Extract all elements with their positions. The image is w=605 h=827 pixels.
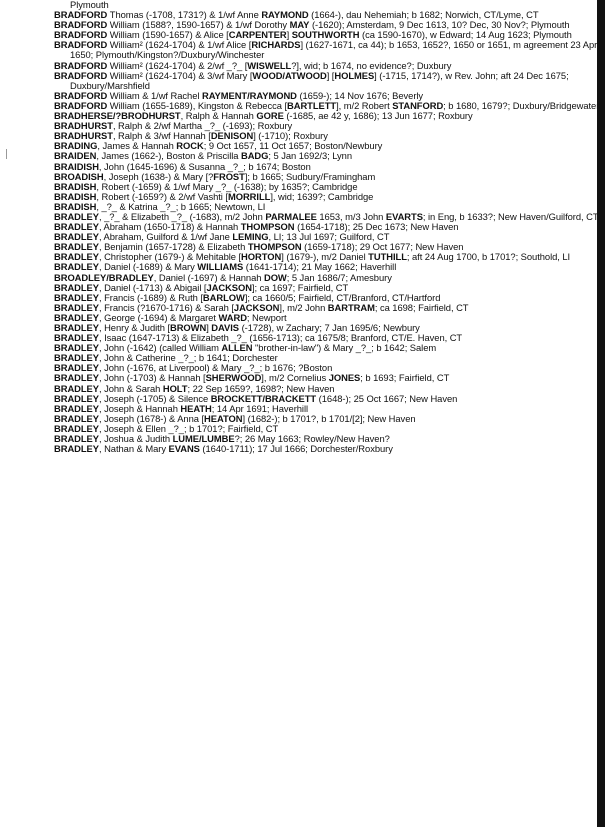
entry-text: , John (-1676, at Liverpool) & Mary _?_; b 1676; ?Boston	[98, 362, 333, 374]
surname: WILLIAMS	[197, 261, 244, 273]
surname: WARD	[218, 311, 247, 323]
entry-text: ], wid; 1639?; Cambridge	[270, 190, 374, 202]
surname: BARTLETT	[287, 99, 337, 111]
entry-text: (1659-); 14 Nov 1676; Beverly	[296, 89, 424, 101]
surname: HEATON	[204, 412, 243, 424]
entry-text: , John & Sarah	[98, 382, 163, 394]
surname: MAY	[289, 19, 310, 31]
entry-text: "brother-in-law") & Mary _?_; b 1642; Salem	[252, 342, 437, 354]
entry-text: , Benjamin (1657-1728) & Elizabeth	[98, 241, 248, 253]
surname: BRADLEY	[54, 210, 99, 222]
entry-text: , Isaac (1647-1713) & Elizabeth _?_ (1656-1713); ca 1675/8; Branford, CT/E. Haven, CT	[98, 332, 463, 344]
surname: BRADLEY	[54, 382, 99, 394]
surname: BRADLEY	[54, 342, 99, 354]
surname: BRADLEY	[54, 443, 99, 455]
surname: ALLEN	[221, 342, 253, 354]
surname: BARLOW	[202, 291, 245, 303]
surname: BRADLEY	[54, 221, 99, 233]
surname: THOMPSON	[240, 221, 295, 233]
surname: BRAIDISH	[54, 160, 99, 172]
surname: BRADLEY	[54, 241, 99, 253]
entry-text: ]; ca 1660/5; Fairfield, CT/Branford, CT/Hartford	[244, 291, 441, 303]
entry-text: ; 14 Apr 1691; Haverhill	[211, 402, 309, 414]
surname: BRADLEY	[54, 352, 99, 364]
surname: BROCKETT/BRACKETT	[210, 392, 317, 404]
surname: RICHARDS	[251, 39, 301, 51]
surname: BRADLEY	[54, 332, 99, 344]
surname: BRADFORD	[54, 29, 108, 41]
entry-text: , Nathan & Mary	[98, 443, 169, 455]
entry-text: , John (1645-1696) & Susanna _?_; b 1674; Boston	[98, 160, 311, 172]
entry-text: William (1655-1689), Kingston & Rebecca [	[107, 99, 288, 111]
entry-text: William (1588?, 1590-1657) & 1/wf Dorothy	[107, 19, 290, 31]
entry-text: (1654-1718); 25 Dec 1673; New Haven	[294, 221, 459, 233]
surname: THOMPSON	[247, 241, 302, 253]
entry-text: ] (-1710); Roxbury	[253, 130, 328, 142]
entry-text: , Francis (-1689) & Ruth [	[98, 291, 203, 303]
surname: BRADHERSE/?BRODHURST	[54, 110, 181, 122]
surname: BRADLEY	[54, 281, 99, 293]
entry-text: , _?_ & Katrina _?_; b 1665; Newtown, LI	[96, 200, 266, 212]
surname: ROCK	[176, 140, 204, 152]
surname: DENISON	[210, 130, 254, 142]
continuation-line: Plymouth	[70, 0, 109, 10]
surname: BRADISH	[54, 180, 97, 192]
surname: BROADISH	[54, 170, 104, 182]
entry-text: (-1620); Amsterdam, 9 Dec 1613, 10? Dec, 30 Nov?; Plymouth	[309, 19, 570, 31]
entry-text: William² (1624-1704) & 3/wf Mary [	[107, 69, 253, 81]
surname: BADG	[240, 150, 269, 162]
marriage-entry	[54, 40, 602, 60]
surname: BROADLEY/BRADLEY	[54, 271, 154, 283]
entry-list	[54, 0, 602, 454]
surname: BRADLEY	[54, 251, 99, 263]
entry-text: ; in Eng, b 1633?; New Haven/Guilford, CT	[422, 210, 599, 222]
surname: LEMING	[232, 231, 269, 243]
entry-text: ; b 1693; Fairfield, CT	[360, 372, 450, 384]
surname: BRADFORD	[54, 9, 108, 21]
entry-text: ?; 26 May 1663; Rowley/New Haven?	[234, 433, 390, 445]
surname: BRADLEY	[54, 231, 99, 243]
entry-text: , LI; 13 Jul 1697; Guilford, CT	[268, 231, 390, 243]
entry-text: , Daniel (-1697) & Hannah	[153, 271, 264, 283]
entry-text: (1648-); 25 Oct 1667; New Haven	[316, 392, 458, 404]
surname: BRADFORD	[54, 69, 108, 81]
entry-text: ] (1679-), m/2 Daniel	[281, 251, 369, 263]
surname: HEATH	[180, 402, 212, 414]
surname: MORRILL	[227, 190, 271, 202]
entry-text: ; ca 1698; Fairfield, CT	[374, 301, 469, 313]
surname: BRADFORD	[54, 99, 108, 111]
entry-text: 1653, m/3 John	[316, 210, 386, 222]
surname: EVANS	[168, 443, 200, 455]
marriage-entry	[54, 71, 602, 91]
entry-text: (ca 1590-1670), w Edward; 14 Aug 1623; Plymouth	[359, 29, 572, 41]
surname: BROWN	[169, 322, 207, 333]
entry-text: , John & Catherine _?_; b 1641; Dorchester	[98, 352, 278, 364]
surname: BRADISH	[54, 190, 97, 202]
surname: PARMALEE	[265, 210, 317, 222]
entry-text: , Ralph & Hannah	[180, 110, 257, 122]
entry-text: ; 9 Oct 1657, 11 Oct 1657; Boston/Newbury	[203, 140, 383, 152]
entry-text: , James & Hannah	[97, 140, 177, 152]
entry-text: ; Newport	[246, 311, 287, 323]
surname: BRADLEY	[54, 412, 99, 424]
entry-text: , Robert (-1659) & 1/wf Mary _?_ (-1638); by 1635?; Cambridge	[96, 180, 358, 192]
surname: DAVIS	[211, 322, 240, 333]
marriage-entries	[54, 10, 602, 454]
surname: BRADLEY	[54, 392, 99, 404]
surname: STANFORD	[392, 99, 444, 111]
entry-text: , Abraham, Guilford & 1/wf Jane	[98, 231, 233, 243]
surname: RAYMENT/RAYMOND	[201, 89, 297, 101]
surname: HOLT	[162, 382, 188, 394]
surname: CARPENTER	[228, 29, 287, 41]
entry-text: (1640-1711); 17 Jul 1666; Dorchester/Roxbury	[199, 443, 393, 455]
entry-text: (1641-1714); 21 May 1662; Haverhill	[243, 261, 397, 273]
surname: HORTON	[241, 251, 282, 263]
entry-text: ], m/2 John	[279, 301, 328, 313]
surname: HOLMES	[334, 69, 375, 81]
surname: FROST	[213, 170, 245, 182]
entry-text: ] [	[326, 69, 335, 81]
entry-text: ] (1682-); b 1701?, b 1701/[2]; New Haven	[242, 412, 416, 424]
surname: BRADFORD	[54, 39, 108, 51]
entry-text: William² (1624-1704) & 1/wf Alice [	[107, 39, 252, 51]
surname: TUTHILL	[368, 251, 407, 263]
entry-text: , Joseph & Ellen _?_; b 1701?; Fairfield, CT	[98, 422, 279, 434]
entry-text: (-1728), w Zachary; 7 Jan 1695/6; Newbury	[239, 322, 420, 333]
surname: BRADLEY	[54, 261, 99, 273]
surname: BRADLEY	[54, 372, 99, 384]
surname: BRADFORD	[54, 19, 108, 31]
entry-text: ], m/2 Robert	[336, 99, 393, 111]
entry-text: , Abraham (1650-1718) & Hannah	[98, 221, 241, 233]
margin-mark	[6, 149, 7, 159]
surname: DOW	[263, 271, 287, 283]
entry-text: , John (-1642) (called William	[98, 342, 222, 354]
surname: JACKSON	[206, 281, 252, 293]
surname: SHERWOOD	[205, 372, 262, 384]
surname: BRADFORD	[54, 89, 108, 101]
entry-text: ; 5 Jan 1686/7; Amesbury	[286, 271, 392, 283]
surname: JACKSON	[233, 301, 280, 313]
surname: BRADLEY	[54, 433, 99, 445]
surname: BRADLEY	[54, 291, 99, 303]
surname: BRADLEY	[54, 311, 99, 323]
entry-text: ; 22 Sep 1659?, 1698?; New Haven	[187, 382, 335, 394]
entry-text: , John (-1703) & Hannah [	[98, 372, 206, 384]
surname: BRADLEY	[54, 422, 99, 434]
entry-text: ], m/2 Cornelius	[261, 372, 329, 384]
entry-text: , Ralph & 2/wf Martha _?_ (-1693); Roxbury	[112, 120, 293, 132]
entry-text: ]	[206, 322, 212, 333]
surname: BRADLEY	[54, 362, 99, 374]
surname: WISWELL	[247, 59, 292, 71]
entry-text: , Francis (?1670-1716) & Sarah [	[98, 301, 234, 313]
entry-text: , Daniel (-1689) & Mary	[98, 261, 198, 273]
surname: BRADING	[54, 140, 98, 152]
entry-text: , Joshua & Judith	[98, 433, 173, 445]
surname: GORE	[256, 110, 284, 122]
entry-text: ]; ca 1697; Fairfield, CT	[251, 281, 349, 293]
surname: SOUTHWORTH	[291, 29, 360, 41]
surname: BRADHURST	[54, 120, 113, 132]
surname: BRADLEY	[54, 402, 99, 414]
marriage-entry	[54, 444, 602, 454]
entry-text: William & 1/wf Rachel	[107, 89, 202, 101]
surname: BRADHURST	[54, 130, 113, 142]
entry-text: ]; b 1665; Sudbury/Framingham	[244, 170, 376, 182]
entry-text: , Joseph & Hannah	[98, 402, 181, 414]
surname: BARTRAM	[327, 301, 375, 313]
surname: BRADISH	[54, 200, 97, 212]
entry-text: William² (1624-1704) & 2/wf _?_ [	[107, 59, 248, 71]
entry-text: Thomas (-1708, 1731?) & 1/wf Anne	[107, 9, 262, 21]
entry-text: , Ralph & 3/wf Hannah [	[112, 130, 211, 142]
entry-text: (1664-), dau Nehemiah; b 1682; Norwich, CT/Lyme, CT	[308, 9, 539, 21]
entry-text: , Joseph (1638-) & Mary [?	[103, 170, 214, 182]
surname: BRADLEY	[54, 301, 99, 313]
entry-text: , Henry & Judith [	[98, 322, 170, 333]
entry-text: , Christopher (1679-) & Mehitable [	[98, 251, 242, 263]
entry-text: , George (-1694) & Margaret	[98, 311, 219, 323]
surname: EVARTS	[385, 210, 423, 222]
entry-text: , Robert (-1659?) & 2/wf Vashti [	[96, 190, 228, 202]
entry-text: ] (1627-1671, ca 44); b 1653, 1652?, 1650 or 1651, m agreement 23 Apr 1650; Plymouth/Kingston?/Duxbury/Winchester	[70, 39, 598, 61]
entry-text: , Joseph (1678-) & Anna [	[98, 412, 205, 424]
surname: JONES	[328, 372, 361, 384]
surname: BRADLEY	[54, 322, 99, 333]
entry-text: ; b 1680, 1679?; Duxbury/Bridgewater	[443, 99, 600, 111]
entry-text: William (1590-1657) & Alice [	[107, 29, 229, 41]
entry-text: , Daniel (-1713) & Abigail [	[98, 281, 207, 293]
entry-text: (1659-1718); 29 Oct 1677; New Haven	[301, 241, 464, 253]
entry-text: (-1685, ae 42 y, 1686); 13 Jun 1677; Roxbury	[283, 110, 473, 122]
surname: WOOD/ATWOOD	[252, 69, 327, 81]
surname: LUME/LUMBE	[172, 433, 235, 445]
entry-text: ]	[286, 29, 292, 41]
entry-text: , _?_ & Elizabeth _?_ (-1683), m/2 John	[98, 210, 266, 222]
entry-text: ; 5 Jan 1692/3; Lynn	[268, 150, 353, 162]
surname: BRADFORD	[54, 59, 108, 71]
entry-text: , James (1662-), Boston & Priscilla	[96, 150, 241, 162]
entry-text: ; aft 24 Aug 1700, b 1701?; Southold, LI	[406, 251, 571, 263]
entry-text: , Joseph (-1705) & Silence	[98, 392, 211, 404]
entry-text: ] (-1715, 1714?), w Rev. John; aft 24 Dec 1675; Duxbury/Marshfield	[70, 69, 569, 91]
entry-text: ?], wid; b 1674, no evidence?; Duxbury	[291, 59, 452, 71]
surname: RAYMOND	[261, 9, 309, 21]
surname: BRAIDEN	[54, 150, 97, 162]
